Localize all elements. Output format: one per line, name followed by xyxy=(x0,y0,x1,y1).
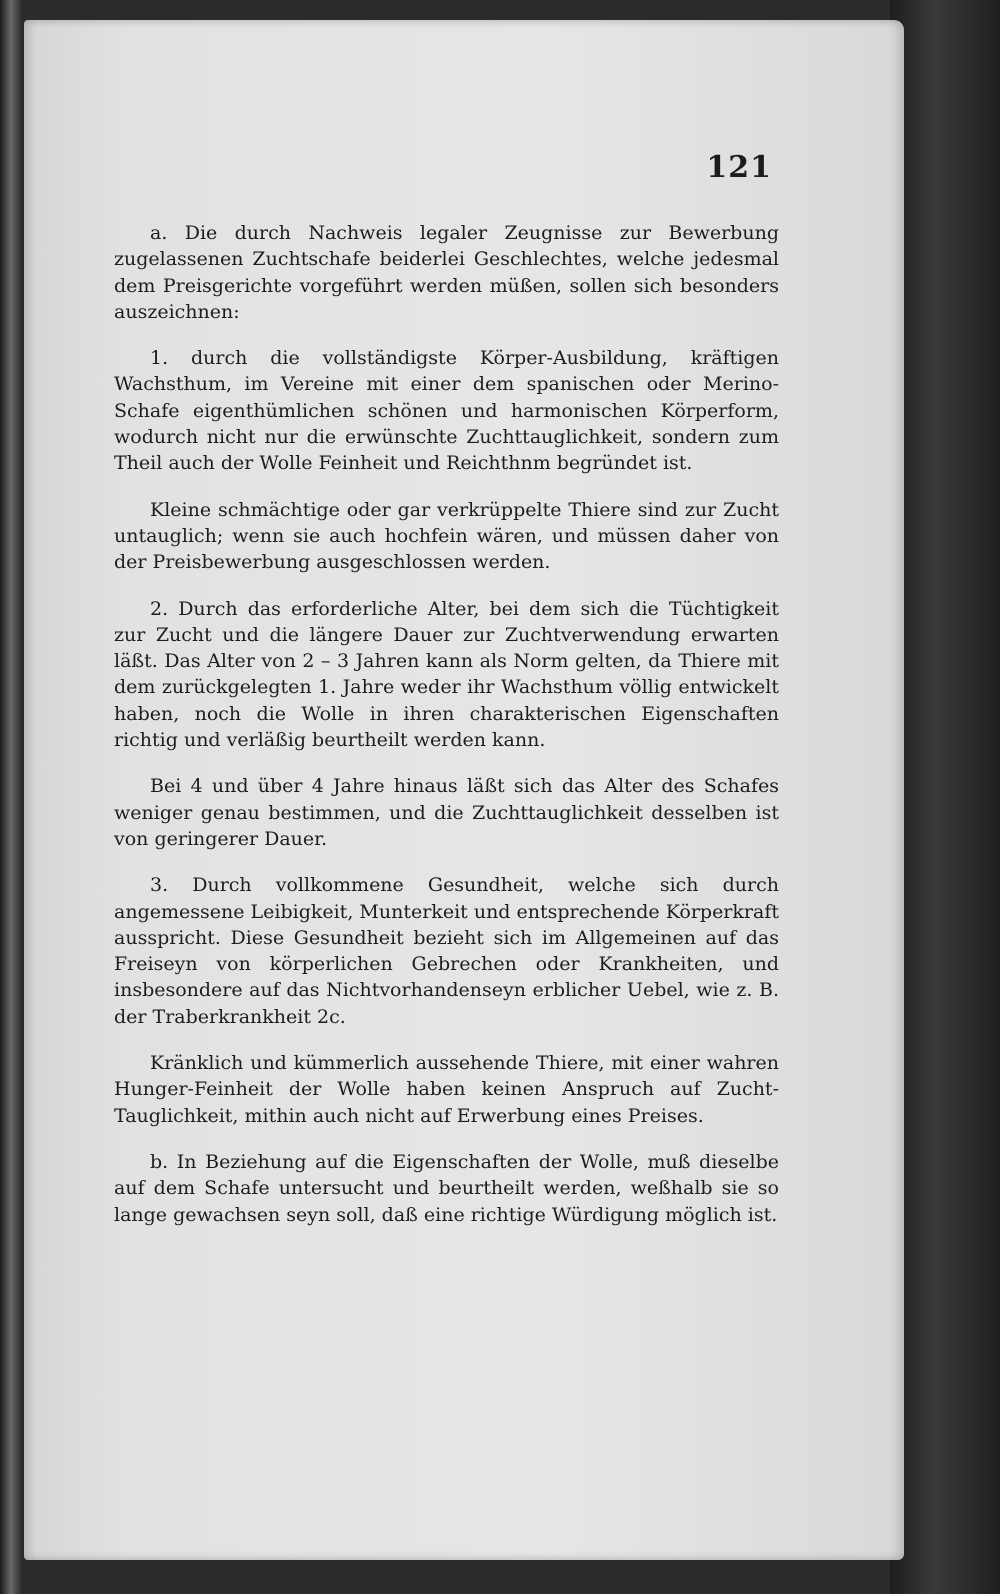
body-text xyxy=(114,220,779,1248)
page-number: 121 xyxy=(706,150,772,185)
paragraph-2-note: Bei 4 und über 4 Jahre hinaus läßt sich das Alter des Schafes weniger genau bestimmen, und die Zuchttauglichkeit desselben ist von geringerer Dauer. xyxy=(114,775,779,850)
page-sheet xyxy=(24,20,904,1560)
paragraph-b: b. In Beziehung auf die Eigenschaften der Wolle, muß dieselbe auf dem Schafe untersucht und beurtheilt werden, weßhalb sie so lange gewachsen seyn soll, daß eine richtige Würdigung möglich ist. xyxy=(114,1150,779,1226)
paragraph-a: a. Die durch Nachweis legaler Zeugnisse zur Bewerbung zugelassenen Zuchtschafe beiderlei Geschlechtes, welche jedesmal dem Preisgerichte vorgeführt werden müßen, sollen sich besonders auszeichnen: xyxy=(114,222,779,323)
book-edge xyxy=(890,0,1000,1594)
paragraph-3-note: Kränklich und kümmerlich aussehende Thiere, mit einer wahren Hunger-Feinheit der Wolle haben keinen Anspruch auf Zucht-Tauglichkeit, mithin auch nicht auf Erwerbung eines Preises. xyxy=(114,1052,779,1127)
paragraph-3: 3. Durch vollkommene Gesundheit, welche sich durch angemessene Leibigkeit, Munterkeit und entsprechende Körperkraft ausspricht. Diese Gesundheit bezieht sich im Allgemeinen auf das Freiseyn von körperlichen Gebrechen oder Krankheiten, und insbesondere auf das Nichtvorhandenseyn erblicher Uebel, wie z. B. der Traberkrankheit 2c. xyxy=(114,874,779,1028)
paragraph-1-note: Kleine schmächtige oder gar verkrüppelte Thiere sind zur Zucht untauglich; wenn sie auch hochfein wären, und müssen daher von der Preisbewerbung ausgeschlossen werden. xyxy=(114,498,779,574)
binding-shadow xyxy=(0,0,22,1594)
paragraph-2: 2. Durch das erforderliche Alter, bei dem sich die Tüchtigkeit zur Zucht und die längere Dauer zur Zuchtverwendung erwarten läßt. Das Alter von 2 – 3 Jahren kann als Norm gelten, da Thiere mit dem zurückgelegten 1. Jahre weder ihr Wachsthum völlig entwickelt haben, noch die Wolle in ihren charakterischen Eigenschaften richtig und verläßig beurtheilt werden kann. xyxy=(114,597,779,752)
paragraph-1: 1. durch die vollständigste Körper-Ausbildung, kräftigen Wachsthum, im Vereine mit einer dem spanischen oder Merino-Schafe eigenthümlichen schönen und harmonischen Körperform, wodurch nicht nur die erwünschte Zuchttauglichkeit, sondern zum Theil auch der Wolle Feinheit und Reichthnm begründet ist. xyxy=(114,347,779,475)
